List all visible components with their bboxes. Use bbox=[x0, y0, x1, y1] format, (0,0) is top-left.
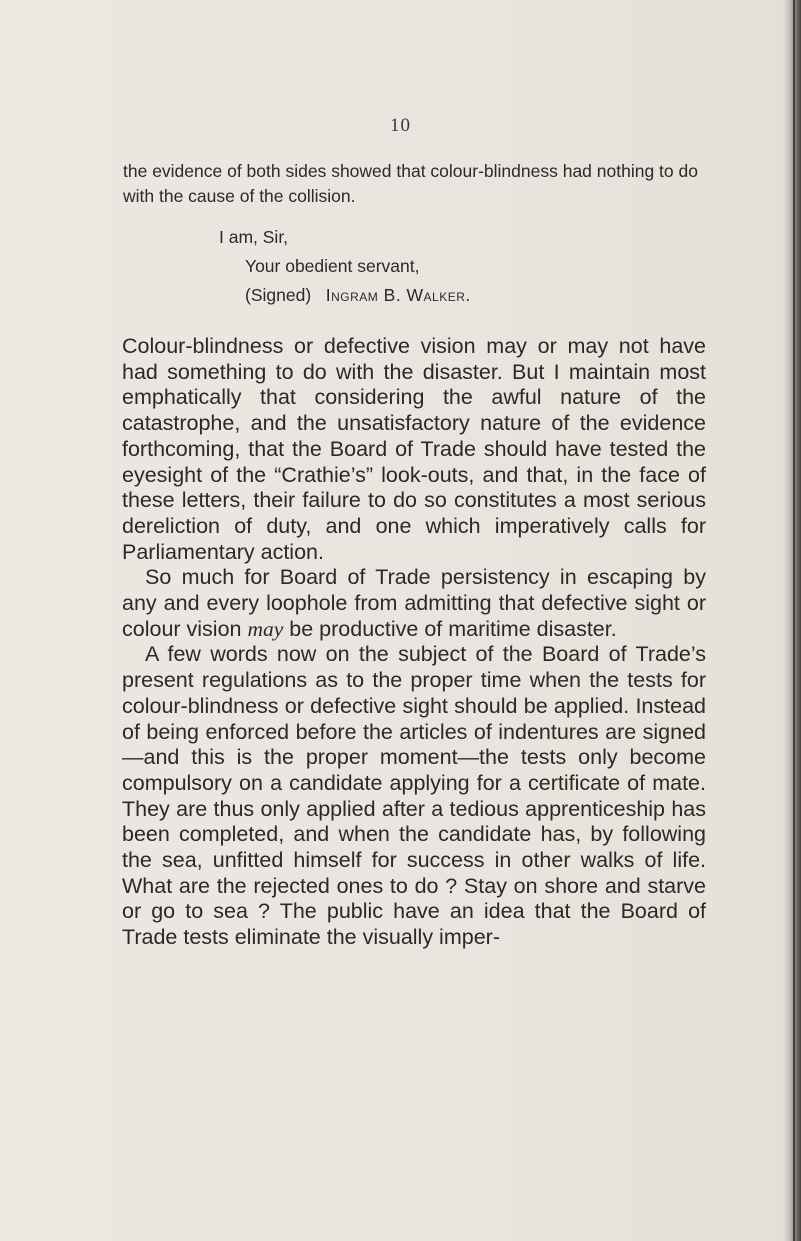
body-paragraph-1: Colour-blindness or defective vision may or may not have had something to do with the disaster. But I maintain most emphatically that considering the awful nature of the catastrophe, and the unsatisfactory nature of the evidence forthcoming, that the Board of Trade should have tested the eyesight of the “Crathie’s” look-outs, and that, in the face of these letters, their failure to do so constitutes a most serious dereliction of duty, and one which imperatively calls for Parliamentary action. bbox=[122, 334, 706, 564]
letter-closing-complimentary: Your obedient servant, bbox=[245, 256, 420, 276]
letter-paragraph: the evidence of both sides showed that colour-blindness had nothing to do with the cause of the collision. bbox=[123, 161, 698, 206]
page-edge-shadow bbox=[783, 0, 801, 1241]
page-binding-edge bbox=[793, 0, 795, 1241]
signatory-name: Ingram B. Walker. bbox=[325, 285, 471, 305]
body-paragraph-3: A few words now on the subject of the Board of Trade’s present regulations as to the proper time when the tests for colour-blindness or defective sight should be applied. Instead of being enforced before the articles of indentures are signed—and this is the proper moment—the tests only become compulsory on a candidate applying for a certificate of mate. They are thus only applied after a tedious apprenticeship has been completed, and when the candidate has, by following the sea, unfitted himself for success in other walks of life. What are the rejected ones to do ? Stay on shore and starve or go to sea ? The public have an idea that the Board of Trade tests eliminate the visually imper- bbox=[122, 642, 706, 950]
signed-prefix: (Signed) bbox=[245, 285, 312, 305]
page-number: 10 bbox=[390, 115, 411, 136]
letter-closing-salutation: I am, Sir, bbox=[219, 227, 289, 247]
paragraph-2-text-before: So much for Board of Trade persistency in escaping by any and every loophole from admitting that defective sight or colour vision bbox=[122, 565, 706, 641]
body-paragraph-2 bbox=[122, 565, 706, 642]
paragraph-2-emphasis: may bbox=[247, 616, 284, 641]
body-text bbox=[122, 334, 706, 951]
letter-signature-line bbox=[245, 285, 471, 306]
paragraph-2-text-after: be productive of maritime disaster. bbox=[283, 616, 617, 641]
